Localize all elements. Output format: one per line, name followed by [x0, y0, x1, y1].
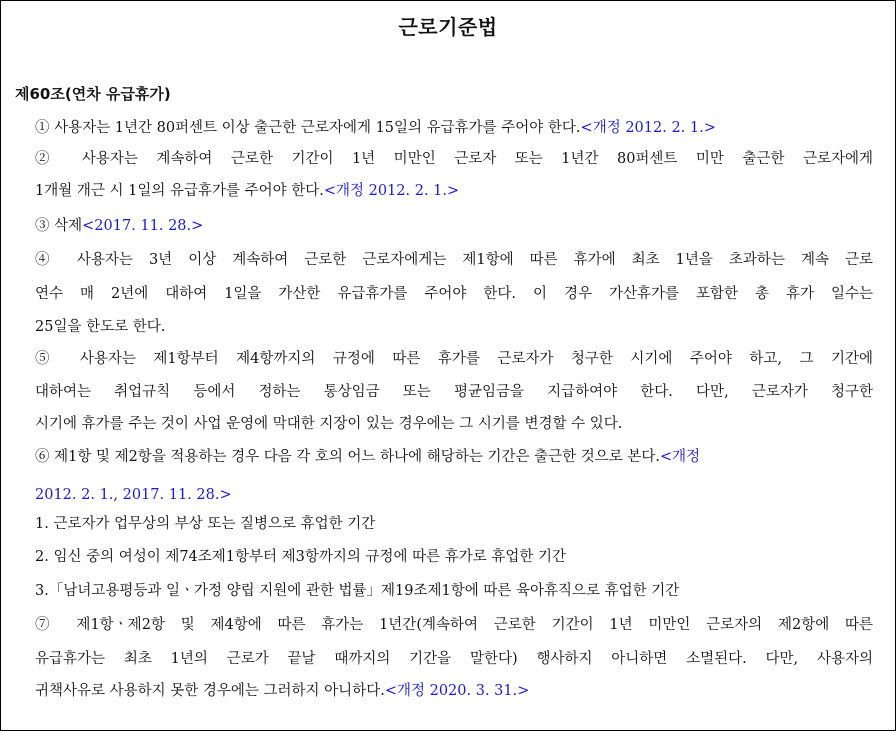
- paragraph-4-line-2: [35, 279, 873, 309]
- paragraph-5-line-2: [35, 377, 873, 407]
- amendment-note: <개정 2012. 2. 1.>: [323, 183, 460, 199]
- paragraph-4-line-1: [35, 245, 873, 275]
- paragraph-2-line-2: [35, 176, 873, 206]
- line-text: 1개월 개근 시 1일의 유급휴가를 주어야 한다.: [35, 183, 324, 199]
- paragraph-6-line-1: [35, 442, 873, 472]
- line-text: ⑤ 사용자는 제1항부터 제4항까지의 규정에 따른 휴가를 근로자가 청구한 시기에 주어야 하고, 그 기간에: [35, 351, 873, 367]
- paragraph-7-line-2: [35, 644, 873, 674]
- line-text: 2. 임신 중의 여성이 제74조제1항부터 제3항까지의 규정에 따른 휴가로 휴업한 기간: [35, 549, 567, 565]
- paragraph-1-line: [35, 113, 873, 143]
- paragraph-2-line-1: [35, 144, 873, 174]
- line-text: ③ 삭제: [35, 218, 83, 234]
- line-text: 1. 근로자가 업무상의 부상 또는 질병으로 휴업한 기간: [35, 516, 376, 532]
- paragraph-3-line: [35, 211, 873, 241]
- amendment-note: <개정 2012. 2. 1.>: [580, 120, 716, 136]
- item-3-line: [35, 576, 873, 606]
- line-text: 연수 매 2년에 대하여 1일을 가산한 유급휴가를 주어야 한다. 이 경우 가산휴가를 포함한 총 휴가 일수는: [35, 286, 873, 302]
- line-text: 3.「남녀고용평등과 일ㆍ가정 양립 지원에 관한 법률」제19조제1항에 따른 육아휴직으로 휴업한 기간: [35, 583, 680, 599]
- line-text: 25일을 한도로 한다.: [35, 319, 166, 335]
- paragraph-4-line-3: [35, 312, 873, 342]
- paragraph-5-line-1: [35, 344, 873, 374]
- paragraph-7-line-3: [35, 676, 873, 706]
- line-text: ⑦ 제1항ㆍ제2항 및 제4항에 따른 휴가는 1년간(계속하여 근로한 기간이 1년 미만인 근로자의 제2항에 따른: [35, 617, 873, 633]
- line-text: ② 사용자는 계속하여 근로한 기간이 1년 미만인 근로자 또는 1년간 80퍼센트 미만 출근한 근로자에게: [35, 151, 873, 167]
- paragraph-6-line-2: [35, 480, 873, 510]
- line-text: ④ 사용자는 3년 이상 계속하여 근로한 근로자에게는 제1항에 따른 휴가에 최초 1년을 초과하는 계속 근로: [35, 252, 873, 268]
- line-text: 유급휴가는 최초 1년의 근로가 끝날 때까지의 기간을 말한다) 행사하지 아니하면 소멸된다. 다만, 사용자의: [35, 651, 873, 667]
- line-text: ⑥ 제1항 및 제2항을 적용하는 경우 다음 각 호의 어느 하나에 해당하는 기간은 출근한 것으로 본다.: [35, 449, 660, 465]
- paragraph-5-line-3: [35, 409, 873, 439]
- amendment-note: <개정 2020. 3. 31.>: [384, 683, 530, 699]
- page-title: 근로기준법: [398, 15, 498, 39]
- item-1-line: [35, 509, 873, 539]
- amendment-note: <2017. 11. 28.>: [82, 218, 204, 234]
- amendment-note: <개정: [659, 449, 701, 465]
- line-text: 시기에 휴가를 주는 것이 사업 운영에 막대한 지장이 있는 경우에는 그 시기를 변경할 수 있다.: [35, 416, 623, 432]
- item-2-line: [35, 542, 873, 572]
- line-text: ① 사용자는 1년간 80퍼센트 이상 출근한 근로자에게 15일의 유급휴가를 주어야 한다.: [35, 120, 581, 136]
- article-heading: 제60조(연차 유급휴가): [15, 85, 171, 103]
- line-text: 귀책사유로 사용하지 못한 경우에는 그러하지 아니하다.: [35, 683, 385, 699]
- paragraph-7-line-1: [35, 610, 873, 640]
- amendment-note: 2012. 2. 1., 2017. 11. 28.>: [35, 487, 232, 503]
- line-text: 대하여는 취업규칙 등에서 정하는 통상임금 또는 평균임금을 지급하여야 한다. 다만, 근로자가 청구한: [35, 384, 873, 400]
